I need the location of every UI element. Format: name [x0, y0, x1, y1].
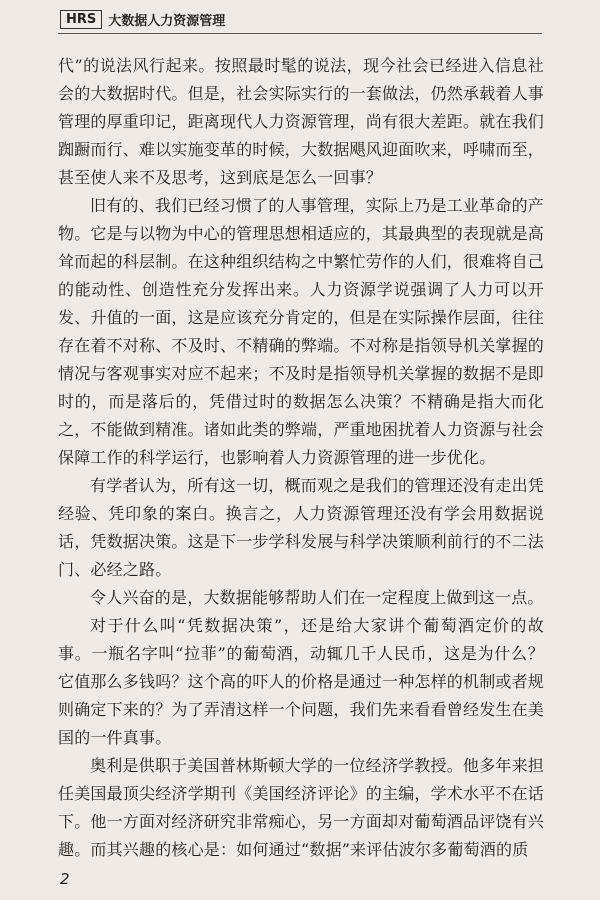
- running-header: [60, 10, 225, 29]
- paragraph: 有学者认为，所有这一切，概而观之是我们的管理还没有走出凭经验、凭印象的案白。换言之，人力资源管理还没有学会用数据说话，凭数据决策。这是下一步学科发展与科学决策顺利前行的不二法门、必经之路。: [58, 476, 545, 579]
- header-rule: [58, 33, 542, 34]
- book-title: 大数据人力资源管理: [108, 14, 226, 29]
- body-text: [58, 52, 544, 864]
- page-number: 2: [60, 870, 70, 888]
- paragraph-continued: 代”的说法风行起来。按照最时髦的说法，现今社会已经进入信息社会的大数据时代。但是，社会实际实行的一套做法，仍然承载着人事管理的厚重印记，距离现代人力资源管理，尚有很大差距。就在我们踟蹰而行、难以实施变革的时候，大数据飓风迎面吹来，呼啸而至，甚至使人来不及思考，这到底是怎么一回事？: [58, 56, 545, 187]
- paragraph: 奥利是供职于美国普林斯顿大学的一位经济学教授。他多年来担任美国最顶尖经济学期刊《美国经济评论》的主编，学术水平不在话下。他一方面对经济研究非常痴心，另一方面却对葡萄酒品评饶有兴趣。而其兴趣的核心是：如何通过“数据”来评估波尔多葡萄酒的质: [58, 756, 545, 859]
- paragraph: 令人兴奋的是，大数据能够帮助人们在一定程度上做到这一点。: [90, 588, 544, 607]
- paragraph: 旧有的、我们已经习惯了的人事管理，实际上乃是工业革命的产物。它是与以物为中心的管理思想相适应的，其最典型的表现就是高耸而起的科层制。在这种组织结构之中繁忙劳作的人们，很难将自己的能动性、创造性充分发挥出来。人力资源学说强调了人力可以开发、升值的一面，这是应该充分肯定的，但是在实际操作层面，往往存在着不对称、不及时、不精确的弊端。不对称是指领导机关掌握的情况与客观事实对应不起来；不及时是指领导机关掌握的数据不是即时的，而是落后的，凭借过时的数据怎么决策？不精确是指大而化之，不能做到精准。诸如此类的弊端，严重地困扰着人力资源与社会保障工作的科学运行，也影响着人力资源管理的进一步优化。: [58, 196, 545, 467]
- series-badge: HRS: [60, 10, 102, 29]
- paragraph: 对于什么叫“凭数据决策”，还是给大家讲个葡萄酒定价的故事。一瓶名字叫“拉菲”的葡萄酒，动辄几千人民币，这是为什么？它值那么多钱吗？这个高的吓人的价格是通过一种怎样的机制或者规则确定下来的？为了弄清这样一个问题，我们先来看看曾经发生在美国的一件真事。: [58, 616, 545, 747]
